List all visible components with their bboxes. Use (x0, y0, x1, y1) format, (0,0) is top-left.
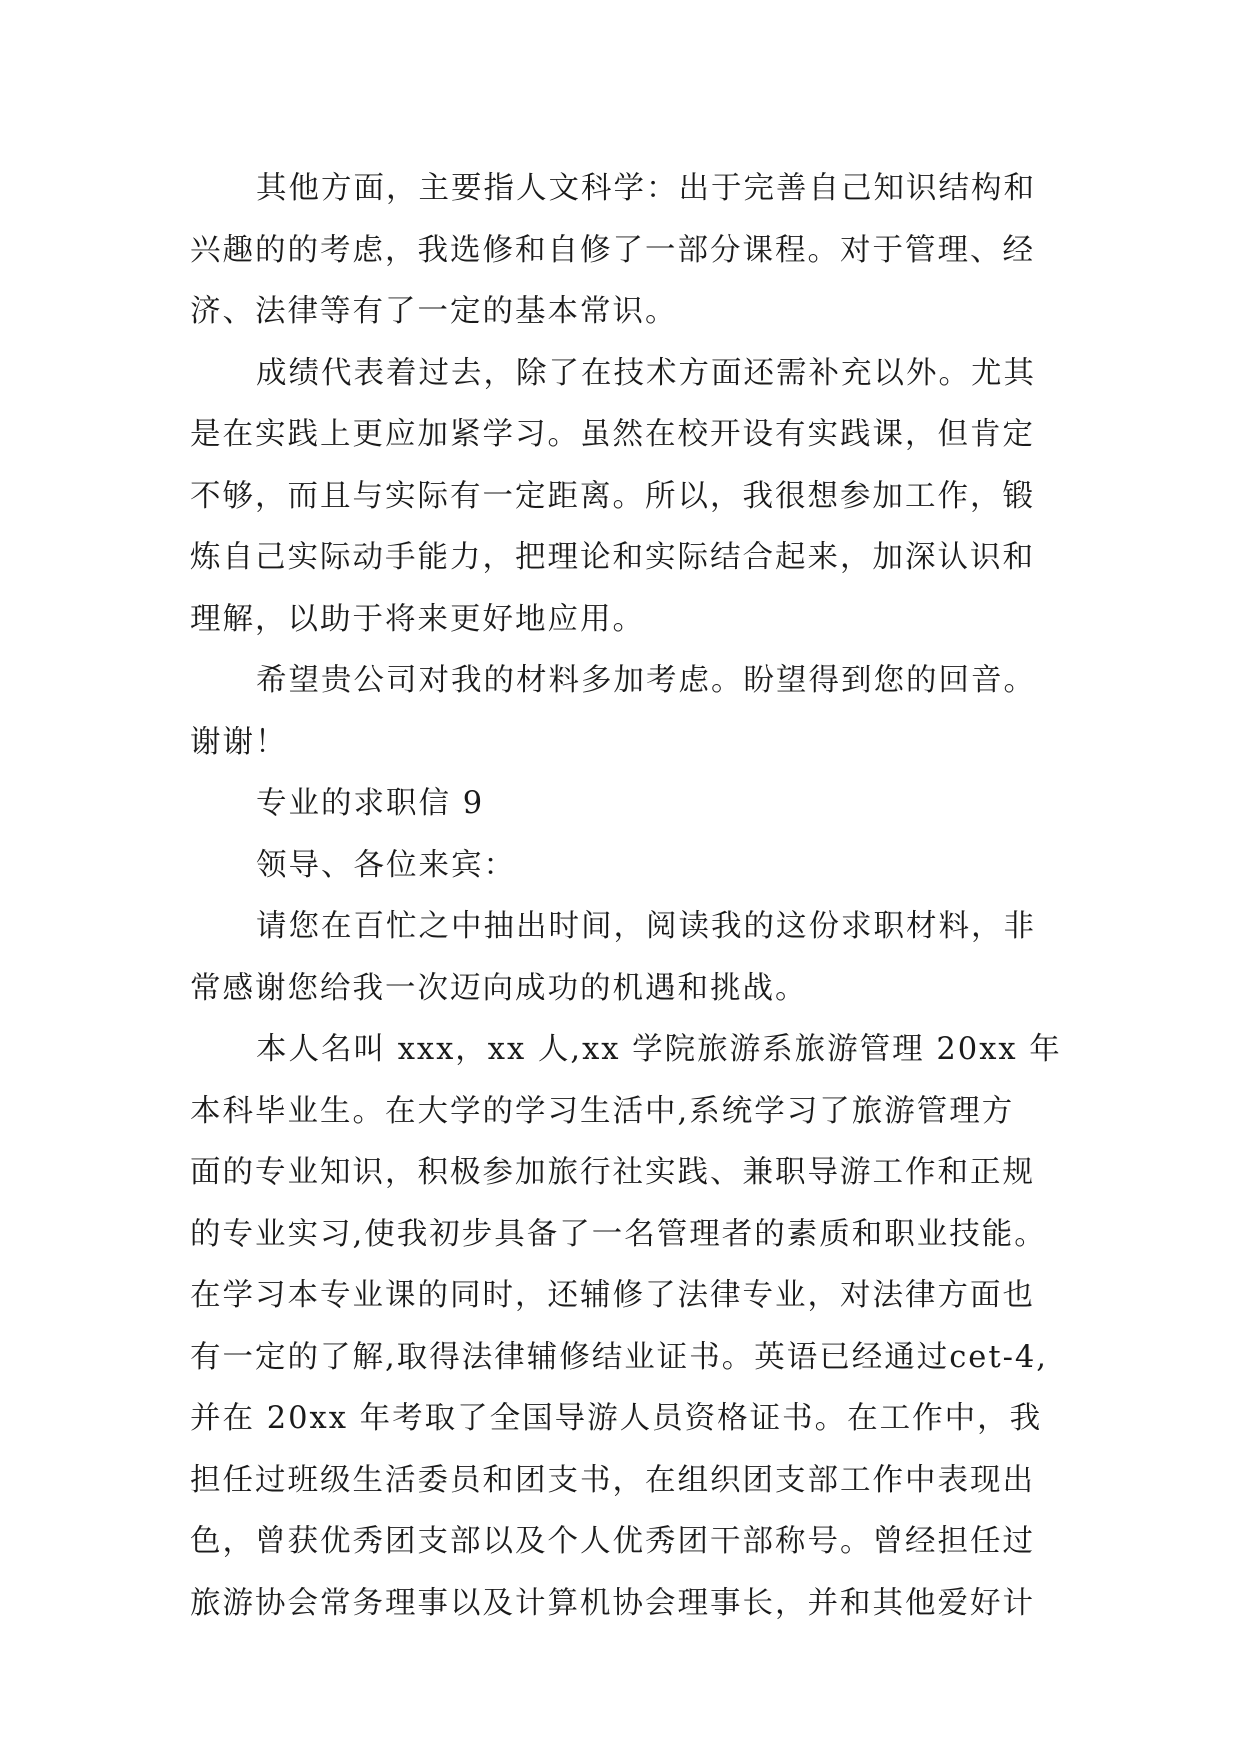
text-line: 谢谢！ (190, 724, 288, 760)
text-line: 成绩代表着过去，除了在技术方面还需补充以外。尤其 (256, 355, 1036, 391)
text-line: 是在实践上更应加紧学习。虽然在校开设有实践课，但肯定 (190, 417, 1035, 452)
text-line: 不够，而且与实际有一定距离。所以，我很想参加工作，锻 (190, 478, 1035, 514)
text-line: 担任过班级生活委员和团支书，在组织团支部工作中表现出 (190, 1462, 1035, 1498)
text-line: 本人名叫 xxx，xx 人,xx 学院旅游系旅游管理 20xx 年 (256, 1032, 1062, 1067)
text-line: 在学习本专业课的同时，还辅修了法律专业，对法律方面也 (190, 1278, 1035, 1313)
salutation: 领导、各位来宾： (256, 847, 516, 883)
document-body (190, 158, 1062, 1634)
text-line: 请您在百忙之中抽出时间，阅读我的这份求职材料，非 (256, 909, 1036, 944)
text-line: 有一定的了解,取得法律辅修结业证书。英语已经通过cet-4, (190, 1339, 1048, 1375)
text-line: 面的专业知识，积极参加旅行社实践、兼职导游工作和正规 (190, 1155, 1035, 1190)
section-heading: 专业的求职信 9 (256, 786, 485, 821)
text-line: 希望贵公司对我的材料多加考虑。盼望得到您的回音。 (256, 663, 1036, 698)
text-line: 的专业实习,使我初步具备了一名管理者的素质和职业技能。 (190, 1216, 1047, 1252)
text-line: 济、法律等有了一定的基本常识。 (190, 294, 678, 329)
text-line: 炼自己实际动手能力，把理论和实际结合起来，加深认识和 (190, 540, 1035, 575)
text-line: 其他方面，主要指人文科学：出于完善自己知识结构和 (256, 171, 1036, 206)
text-line: 兴趣的的考虑，我选修和自修了一部分课程。对于管理、经 (190, 232, 1035, 268)
text-line: 常感谢您给我一次迈向成功的机遇和挑战。 (190, 970, 808, 1006)
text-line: 本科毕业生。在大学的学习生活中,系统学习了旅游管理方 (190, 1093, 1015, 1129)
text-line: 并在 20xx 年考取了全国导游人员资格证书。在工作中，我 (190, 1401, 1043, 1436)
text-line: 理解，以助于将来更好地应用。 (190, 601, 645, 637)
text-line: 色，曾获优秀团支部以及个人优秀团干部称号。曾经担任过 (190, 1524, 1035, 1559)
text-line: 旅游协会常务理事以及计算机协会理事长，并和其他爱好计 (190, 1585, 1035, 1621)
